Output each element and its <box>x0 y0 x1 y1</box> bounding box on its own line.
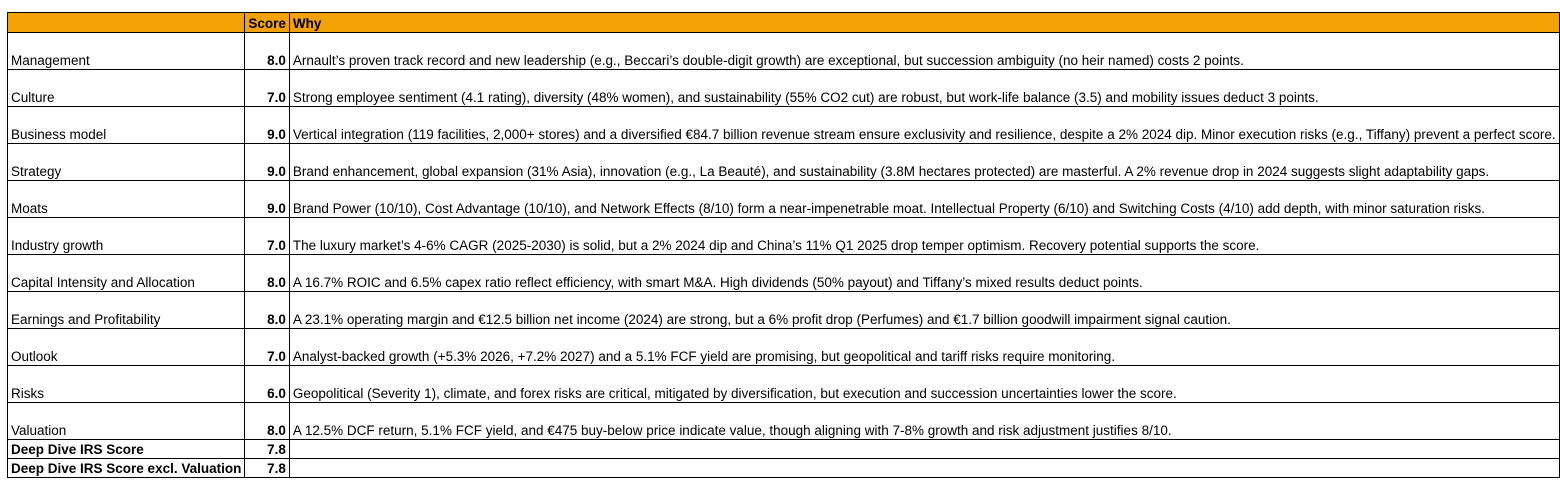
category-why: Brand Power (10/10), Cost Advantage (10/10), and Network Effects (8/10) form a near-impenetrable moat. Intellectual Property (6/10) and Switching Costs (4/10) add depth, with minor saturation risks. <box>289 181 1559 218</box>
table-row <box>8 144 1560 181</box>
table-row <box>8 218 1560 255</box>
category-score: 9.0 <box>245 181 290 218</box>
category-score: 7.0 <box>245 329 290 366</box>
header-why-cell: Why <box>289 13 1559 33</box>
category-label: Moats <box>8 181 245 218</box>
category-score: 9.0 <box>245 107 290 144</box>
table-row <box>8 366 1560 403</box>
category-score: 6.0 <box>245 366 290 403</box>
total-label: Deep Dive IRS Score <box>8 440 245 459</box>
category-why: The luxury market’s 4-6% CAGR (2025-2030) is solid, but a 2% 2024 dip and China’s 11% Q1 2025 drop temper optimism. Recovery potential supports the score. <box>289 218 1559 255</box>
category-score: 9.0 <box>245 144 290 181</box>
total-label: Deep Dive IRS Score excl. Valuation <box>8 459 245 478</box>
category-why: Arnault’s proven track record and new leadership (e.g., Beccari’s double-digit growth) are exceptional, but succession ambiguity (no heir named) costs 2 points. <box>289 33 1559 70</box>
category-why: Brand enhancement, global expansion (31% Asia), innovation (e.g., La Beauté), and sustainability (3.8M hectares protected) are masterful. A 2% revenue drop in 2024 suggests slight adaptability gaps. <box>289 144 1559 181</box>
category-label: Culture <box>8 70 245 107</box>
total-empty-cell <box>289 459 1559 478</box>
category-score: 7.0 <box>245 70 290 107</box>
total-empty-cell <box>289 440 1559 459</box>
category-why: Geopolitical (Severity 1), climate, and forex risks are critical, mitigated by diversification, but execution and succession uncertainties lower the score. <box>289 366 1559 403</box>
table-row <box>8 181 1560 218</box>
category-label: Strategy <box>8 144 245 181</box>
category-label: Earnings and Profitability <box>8 292 245 329</box>
category-why: Vertical integration (119 facilities, 2,000+ stores) and a diversified €84.7 billion revenue stream ensure exclusivity and resilience, despite a 2% 2024 dip. Minor execution risks (e.g., Tiffany) prevent a perfect score. <box>289 107 1559 144</box>
category-why: A 16.7% ROIC and 6.5% capex ratio reflect efficiency, with smart M&A. High dividends (50% payout) and Tiffany’s mixed results deduct points. <box>289 255 1559 292</box>
table-row <box>8 403 1560 440</box>
total-score-row <box>8 440 1560 459</box>
category-label: Management <box>8 33 245 70</box>
category-why: Strong employee sentiment (4.1 rating), diversity (48% women), and sustainability (55% CO2 cut) are robust, but work-life balance (3.5) and mobility issues deduct 3 points. <box>289 70 1559 107</box>
category-why: Analyst-backed growth (+5.3% 2026, +7.2% 2027) and a 5.1% FCF yield are promising, but geopolitical and tariff risks require monitoring. <box>289 329 1559 366</box>
total-score: 7.8 <box>245 459 290 478</box>
table-row <box>8 292 1560 329</box>
header-score-cell: Score <box>245 13 290 33</box>
category-label: Outlook <box>8 329 245 366</box>
category-label: Valuation <box>8 403 245 440</box>
table-row <box>8 70 1560 107</box>
header-row <box>8 13 1560 33</box>
category-label: Industry growth <box>8 218 245 255</box>
table-row <box>8 33 1560 70</box>
total-score: 7.8 <box>245 440 290 459</box>
table-row <box>8 329 1560 366</box>
table-row <box>8 255 1560 292</box>
category-why: A 12.5% DCF return, 5.1% FCF yield, and €475 buy-below price indicate value, though aligning with 7-8% growth and risk adjustment justifies 8/10. <box>289 403 1559 440</box>
total-score-excl-valuation-row <box>8 459 1560 478</box>
table-row <box>8 107 1560 144</box>
category-score: 7.0 <box>245 218 290 255</box>
category-score: 8.0 <box>245 255 290 292</box>
category-score: 8.0 <box>245 292 290 329</box>
category-label: Business model <box>8 107 245 144</box>
category-label: Capital Intensity and Allocation <box>8 255 245 292</box>
category-label: Risks <box>8 366 245 403</box>
category-score: 8.0 <box>245 33 290 70</box>
header-label-cell <box>8 13 245 33</box>
category-score: 8.0 <box>245 403 290 440</box>
category-why: A 23.1% operating margin and €12.5 billion net income (2024) are strong, but a 6% profit drop (Perfumes) and €1.7 billion goodwill impairment signal caution. <box>289 292 1559 329</box>
scorecard-table <box>7 12 1560 478</box>
